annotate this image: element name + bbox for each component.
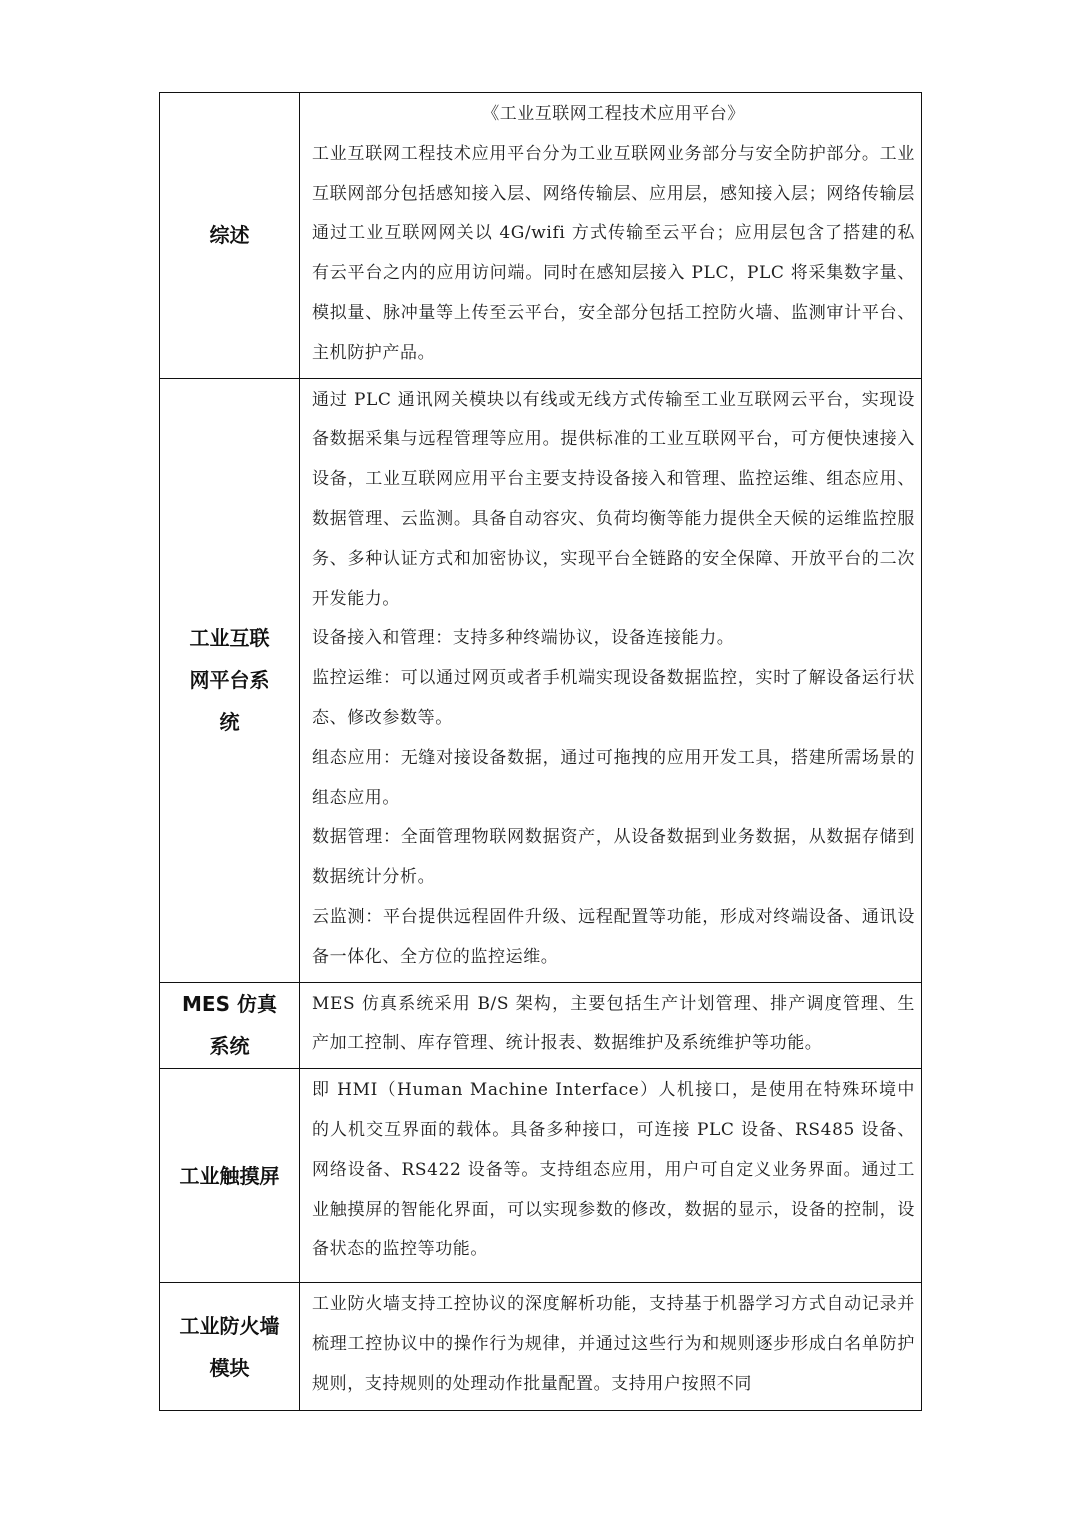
row-label-firewall: [160, 1283, 300, 1411]
table-row: [160, 982, 922, 1069]
row-label-overview: [160, 93, 300, 379]
platform-paragraph: 数据管理：全面管理物联网数据资产，从设备数据到业务数据，从数据存储到数据统计分析。: [312, 827, 915, 888]
table-row: [160, 93, 922, 379]
platform-paragraph: 设备接入和管理：支持多种终端协议，设备连接能力。: [312, 628, 735, 649]
row-content-firewall: [300, 1283, 922, 1411]
table-row: [160, 1283, 922, 1411]
row-content-hmi: [300, 1069, 922, 1283]
row-label-text: 工业防火墙模块: [179, 1313, 280, 1380]
row-label-iiot-platform: [160, 378, 300, 982]
firewall-paragraph: 工业防火墙支持工控协议的深度解析功能，支持基于机器学习方式自动记录并梳理工控协议中的操作行为规律，并通过这些行为和规则逐步形成白名单防护规则，支持规则的处理动作批量配置。支持用户按照不同: [312, 1294, 915, 1394]
row-content-overview: [300, 93, 922, 379]
row-label-hmi: [160, 1069, 300, 1283]
overview-paragraph: 工业互联网工程技术应用平台分为工业互联网业务部分与安全防护部分。工业互联网部分包括感知接入层、网络传输层、应用层，感知接入层；网络传输层通过工业互联网网关以 4G/wifi 方式传输至云平台；应用层包含了搭建的私有云平台之内的应用访问端。同时在感知层接入 PLC，PLC 将采集数字量、模拟量、脉冲量等上传至云平台，安全部分包括工控防火墙、监测审计平台、主机防护产品。: [312, 143, 915, 363]
platform-paragraph: 组态应用：无缝对接设备数据，通过可拖拽的应用开发工具，搭建所需场景的组态应用。: [312, 747, 915, 808]
table-row: [160, 1069, 922, 1283]
row-label-text: 综述: [209, 223, 250, 248]
spec-table: [159, 92, 922, 1411]
row-content-iiot-platform: [300, 378, 922, 982]
row-label-mes: [160, 982, 300, 1069]
row-label-text: 工业互联网平台系统: [189, 626, 270, 735]
row-label-text: 工业触摸屏: [179, 1163, 280, 1188]
row-label-text: MES 仿真系统: [182, 992, 277, 1059]
platform-title: 《工业互联网工程技术应用平台》: [482, 104, 745, 124]
row-content-mes: [300, 982, 922, 1069]
hmi-paragraph: 即 HMI（Human Machine Interface）人机接口，是使用在特殊环境中的人机交互界面的载体。具备多种接口，可连接 PLC 设备、RS485 设备、网络设备、RS422 设备等。支持组态应用，用户可自定义业务界面。通过工业触摸屏的智能化界面，可以实现参数的修改，数据的显示，设备的控制，设备状态的监控等功能。: [312, 1080, 915, 1260]
platform-paragraph: 监控运维：可以通过网页或者手机端实现设备数据监控，实时了解设备运行状态、修改参数等。: [312, 668, 915, 728]
mes-paragraph: MES 仿真系统采用 B/S 架构，主要包括生产计划管理、排产调度管理、生产加工控制、库存管理、统计报表、数据维护及系统维护等功能。: [312, 993, 915, 1054]
platform-paragraph: 云监测：平台提供远程固件升级、远程配置等功能，形成对终端设备、通讯设备一体化、全方位的监控运维。: [312, 906, 915, 967]
table-row: [160, 378, 922, 982]
platform-paragraph: 通过 PLC 通讯网关模块以有线或无线方式传输至工业互联网云平台，实现设备数据采集与远程管理等应用。提供标准的工业互联网平台，可方便快速接入设备，工业互联网应用平台主要支持设备接入和管理、监控运维、组态应用、数据管理、云监测。具备自动容灾、负荷均衡等能力提供全天候的运维监控服务、多种认证方式和加密协议，实现平台全链路的安全保障、开放平台的二次开发能力。: [312, 389, 915, 609]
